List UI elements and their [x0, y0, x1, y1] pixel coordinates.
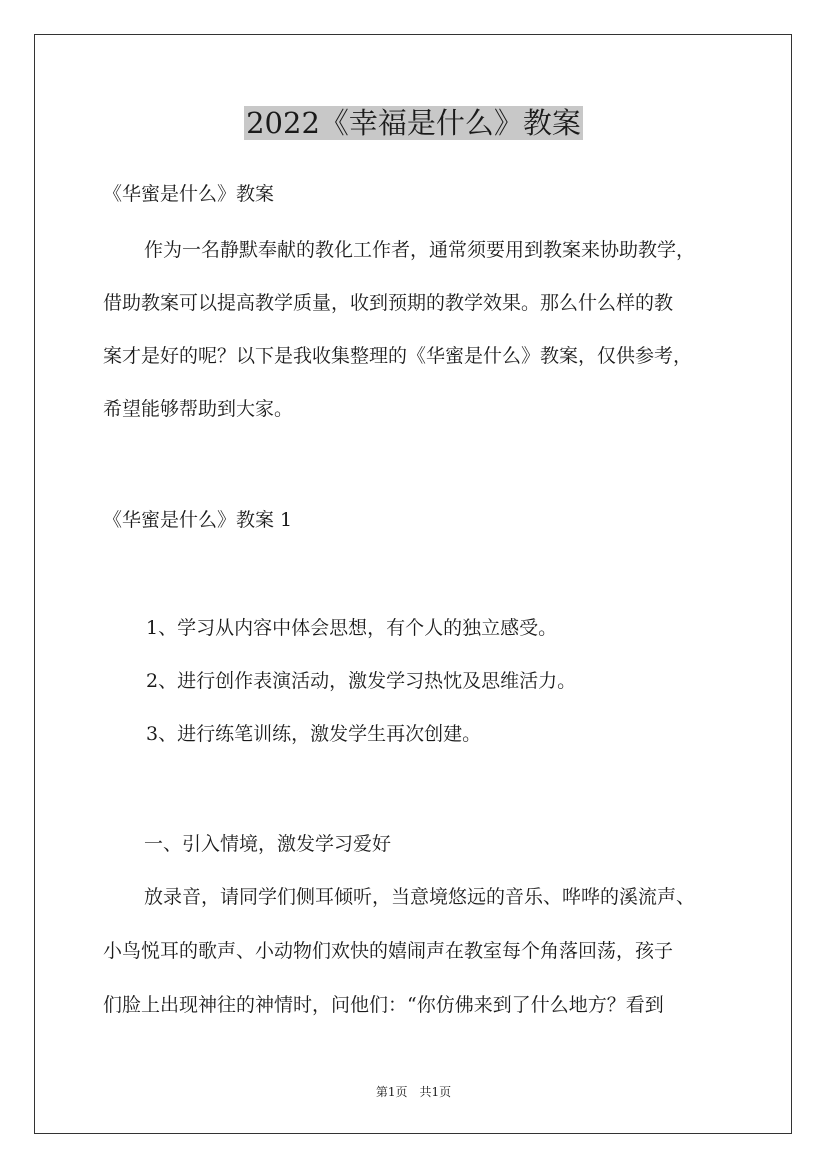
objective-1: 1、学习从内容中体会思想，有个人的独立感受。 [146, 617, 558, 639]
intro-line-3: 案才是好的呢？以下是我收集整理的《华蜜是什么》教案，仅供参考， [103, 345, 693, 367]
intro-line-1: 作为一名静默奉献的教化工作者，通常须要用到教案来协助教学， [144, 239, 696, 261]
document-subtitle: 《华蜜是什么》教案 [103, 183, 275, 205]
step-line-1: 放录音，请同学们侧耳倾听，当意境悠远的音乐、哗哗的溪流声、 [144, 886, 696, 908]
step-line-2: 小鸟悦耳的歌声、小动物们欢快的嬉闹声在教室每个角落回荡，孩子 [103, 940, 674, 962]
intro-line-4: 希望能够帮助到大家。 [103, 398, 294, 420]
document-title-text: 2022《幸福是什么》教案 [246, 106, 581, 140]
step-heading: 一、引入情境，激发学习爱好 [144, 833, 392, 855]
objective-3: 3、进行练笔训练，激发学生再次创建。 [146, 723, 482, 745]
step-line-3: 们脸上出现神往的神情时，问他们：“你仿佛来到了什么地方？看到 [103, 994, 664, 1016]
objective-2: 2、进行创作表演活动，激发学习热忱及思维活力。 [146, 670, 577, 692]
document-title [0, 104, 827, 142]
intro-line-2: 借助教案可以提高教学质量，收到预期的教学效果。那么什么样的教 [103, 292, 674, 314]
page-footer: 第1页 共1页 [375, 1085, 452, 1099]
section-heading: 《华蜜是什么》教案 1 [103, 509, 293, 531]
